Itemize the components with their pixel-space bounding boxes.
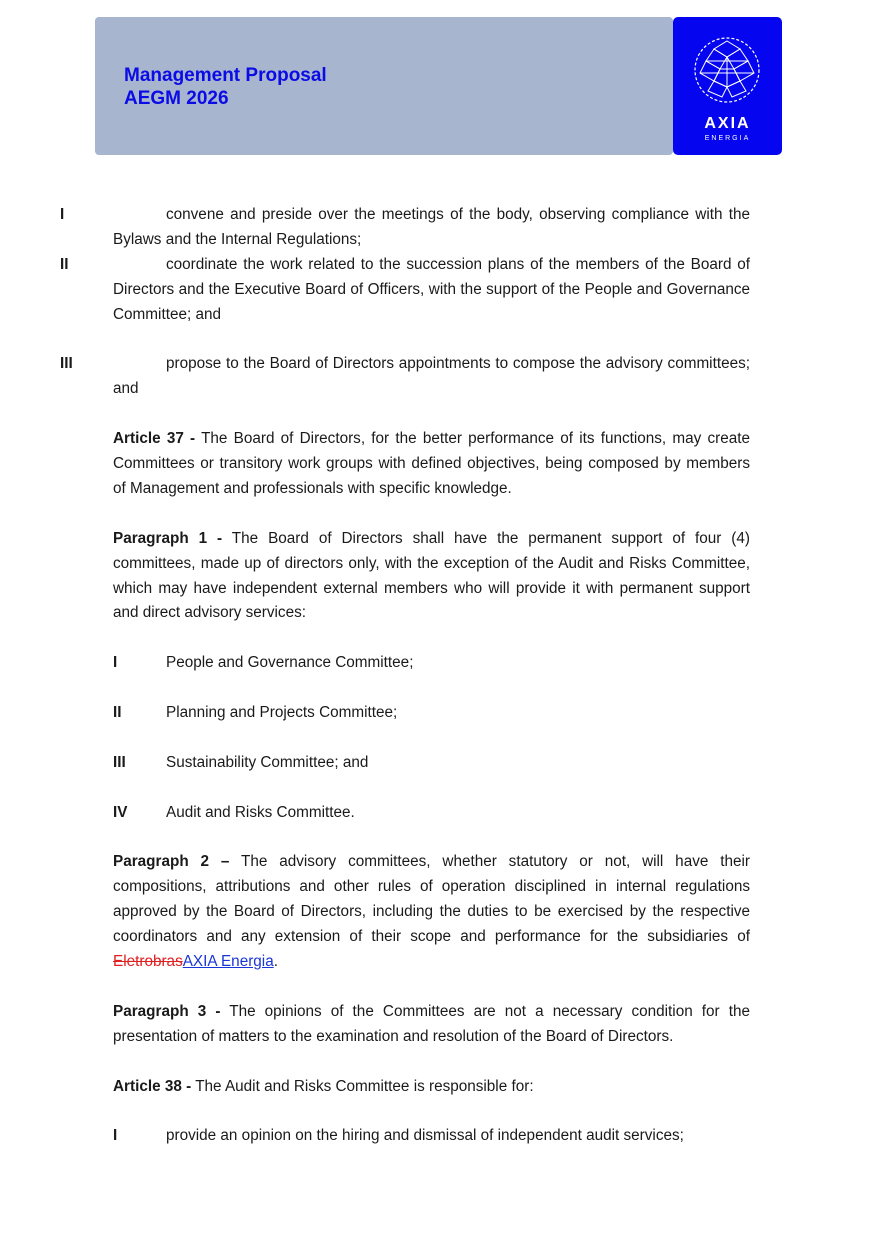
list-item — [60, 352, 750, 402]
item-number: II — [113, 704, 122, 722]
list-item — [113, 1124, 750, 1149]
inserted-text: AXIA Energia — [182, 953, 274, 971]
list-item — [60, 203, 750, 253]
item-number: III — [113, 753, 126, 771]
article-37 — [113, 427, 750, 502]
committee-item — [113, 801, 750, 826]
item-number: I — [113, 1127, 118, 1145]
item-text: Planning and Projects Committee; — [166, 704, 398, 722]
committee-item — [113, 701, 750, 726]
paragraph-1-text: The Board of Directors shall have the permanent support of four (4) committees, made up of directors only, with the exception of the Audit and Risks Committee, which may have independent external members who will provide it with permanent support and direct advisory services: — [113, 529, 750, 622]
item-number: III — [60, 355, 73, 373]
paragraph-1 — [113, 527, 750, 627]
item-number: II — [60, 255, 69, 273]
item-text: convene and preside over the meetings of the body, observing compliance with the Bylaws and the Internal Regulations; — [113, 206, 750, 248]
paragraph-3 — [113, 1000, 750, 1050]
title-line-1: Management Proposal — [124, 65, 327, 86]
document-title — [124, 64, 327, 110]
paragraph-2-end: . — [273, 953, 278, 971]
item-number: I — [60, 206, 65, 223]
paragraph-2 — [113, 850, 750, 975]
item-text: propose to the Board of Directors appointments to compose the advisory committees; and — [113, 355, 750, 398]
paragraph-1-heading: Paragraph 1 - — [113, 529, 223, 547]
logo-subtitle: ENERGIA — [704, 135, 751, 142]
article-37-heading: Article 37 - — [113, 430, 196, 448]
document-body — [60, 203, 750, 1174]
committee-item — [113, 751, 750, 776]
article-37-text: The Board of Directors, for the better performance of its functions, may create Committees or transitory work groups with defined objectives, being composed by members of Management and professionals with specific knowledge. — [113, 430, 750, 497]
logo-name: AXIA — [704, 115, 751, 132]
paragraph-2-text: The advisory committees, whether statutory or not, will have their compositions, attributions and other rules of operation disciplined in internal regulations approved by the Board of Directors, including the duties to be exercised by the respective coordinators and any extension of their scope and performance for the subsidiaries of — [113, 853, 750, 946]
deleted-text: Eletrobras — [113, 953, 183, 971]
paragraph-3-text: The opinions of the Committees are not a necessary condition for the presentation of matters to the examination and resolution of the Board of Directors. — [113, 1002, 750, 1045]
article-38-text: The Audit and Risks Committee is responsible for: — [191, 1077, 534, 1095]
committee-item — [113, 651, 750, 676]
paragraph-2-heading: Paragraph 2 – — [113, 853, 230, 871]
item-text: coordinate the work related to the succession plans of the members of the Board of Directors and the Executive Board of Officers, with the support of the People and Governance Committee; and — [113, 255, 750, 323]
item-text: Audit and Risks Committee. — [166, 803, 355, 821]
globe-icon — [692, 35, 762, 105]
article-38 — [113, 1075, 750, 1100]
item-number: I — [113, 654, 118, 672]
article-38-heading: Article 38 - — [113, 1077, 192, 1095]
title-line-2: AEGM 2026 — [124, 88, 229, 109]
item-number: IV — [113, 803, 128, 821]
item-text: Sustainability Committee; and — [166, 753, 369, 771]
item-text: People and Governance Committee; — [166, 654, 414, 672]
item-text: provide an opinion on the hiring and dismissal of independent audit services; — [166, 1127, 684, 1145]
company-logo — [673, 17, 782, 155]
paragraph-3-heading: Paragraph 3 - — [113, 1002, 221, 1020]
list-item — [60, 253, 750, 328]
